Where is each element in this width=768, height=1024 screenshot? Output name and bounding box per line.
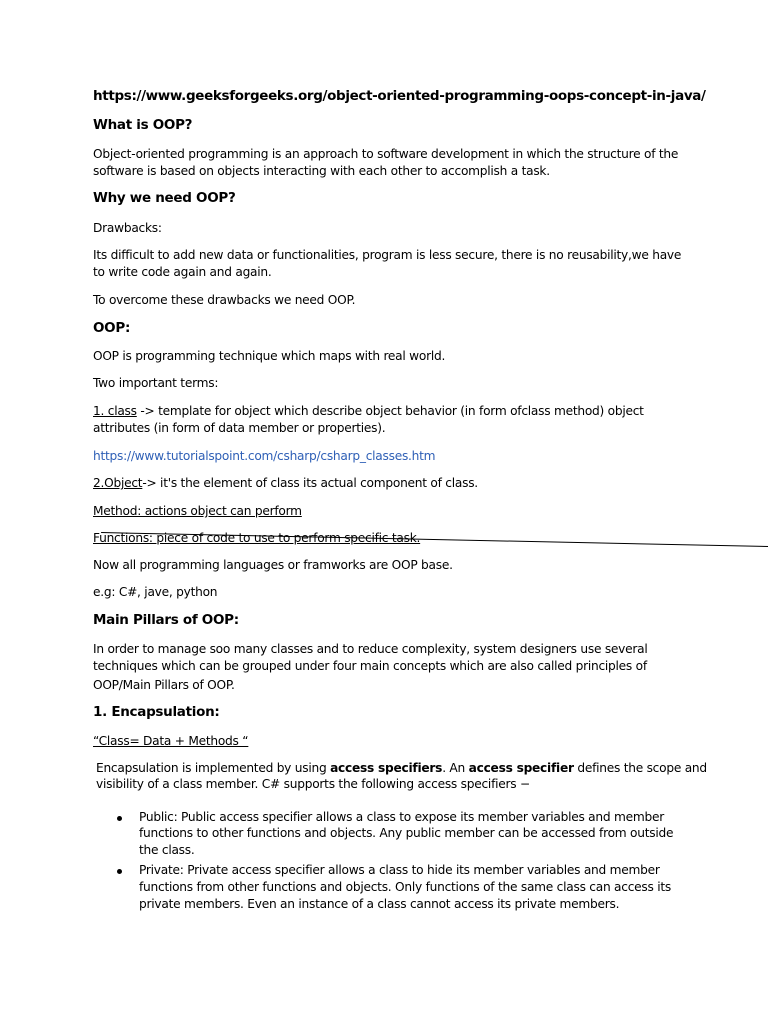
two-terms-label: Two important terms:	[93, 376, 219, 390]
encapsulation-paragraph-line-1	[96, 760, 707, 777]
enc-text-a: Encapsulation is implemented by using	[96, 761, 331, 775]
oop-definition: OOP is programming technique which maps with real world.	[93, 349, 446, 363]
class-term-line	[93, 403, 644, 420]
pillars-text-line-3: OOP/Main Pillars of OOP.	[93, 678, 235, 692]
private-specifier-line-1: Private: Private access specifier allows a class to hide its member variables and member	[139, 863, 660, 877]
class-description-1: -> template for object which describe object behavior (in form ofclass method) object	[136, 404, 644, 418]
functions-definition: Functions: piece of code to use to perform specific task.	[93, 530, 768, 547]
bullet-icon	[117, 816, 122, 821]
drawbacks-label: Drawbacks:	[93, 221, 162, 235]
private-specifier-line-3: private members. Even an instance of a class cannot access its private members.	[139, 897, 620, 911]
source-url-link[interactable]: https://www.geeksforgeeks.org/object-oriented-programming-oops-concept-in-java/	[93, 88, 706, 104]
examples-text: e.g: C#, jave, python	[93, 585, 218, 599]
bullet-icon	[117, 869, 122, 874]
class-term: 1. class	[93, 404, 137, 418]
object-term: 2.Object	[93, 476, 143, 490]
enc-text-d: access specifier	[468, 761, 574, 775]
method-definition: Method: actions object can perform	[93, 504, 302, 518]
heading-why-need-oop: Why we need OOP?	[93, 190, 236, 206]
encapsulation-formula: “Class= Data + Methods “	[93, 734, 249, 748]
heading-main-pillars: Main Pillars of OOP:	[93, 612, 239, 628]
class-description-2: attributes (in form of data member or properties).	[93, 421, 386, 435]
object-description: -> it's the element of class its actual component of class.	[142, 476, 478, 490]
enc-text-c: . An	[442, 761, 469, 775]
drawbacks-text-line-1: Its difficult to add new data or functionalities, program is less secure, there is no reusability,we have	[93, 248, 682, 262]
public-specifier-line-1: Public: Public access specifier allows a class to expose its member variables and member	[139, 810, 664, 824]
what-is-oop-text-line-1: Object-oriented programming is an approach to software development in which the structure of the	[93, 147, 679, 161]
drawbacks-text-line-2: to write code again and again.	[93, 265, 272, 279]
heading-encapsulation: 1. Encapsulation:	[93, 704, 220, 720]
overcome-text: To overcome these drawbacks we need OOP.	[93, 293, 356, 307]
tutorialspoint-link[interactable]: https://www.tutorialspoint.com/csharp/csharp_classes.htm	[93, 449, 436, 463]
heading-oop: OOP:	[93, 320, 131, 336]
heading-what-is-oop: What is OOP?	[93, 117, 193, 133]
public-specifier-line-2: functions to other functions and objects. Any public member can be accessed from outside	[139, 826, 674, 840]
private-specifier-line-2: functions from other functions and objects. Only functions of the same class can access its	[139, 880, 672, 894]
enc-text-e: defines the scope and	[573, 761, 707, 775]
encapsulation-paragraph-line-2: visibility of a class member. C# supports the following access specifiers −	[96, 777, 530, 791]
pillars-text-line-2: techniques which can be grouped under four main concepts which are also called principles of	[93, 659, 647, 673]
languages-text: Now all programming languages or framworks are OOP base.	[93, 558, 453, 572]
what-is-oop-text-line-2: software is based on objects interacting with each other to accomplish a task.	[93, 164, 550, 178]
public-specifier-line-3: the class.	[139, 843, 195, 857]
object-term-line	[93, 475, 478, 492]
pillars-text-line-1: In order to manage soo many classes and to reduce complexity, system designers use several	[93, 642, 648, 656]
enc-text-b: access specifiers	[330, 761, 443, 775]
